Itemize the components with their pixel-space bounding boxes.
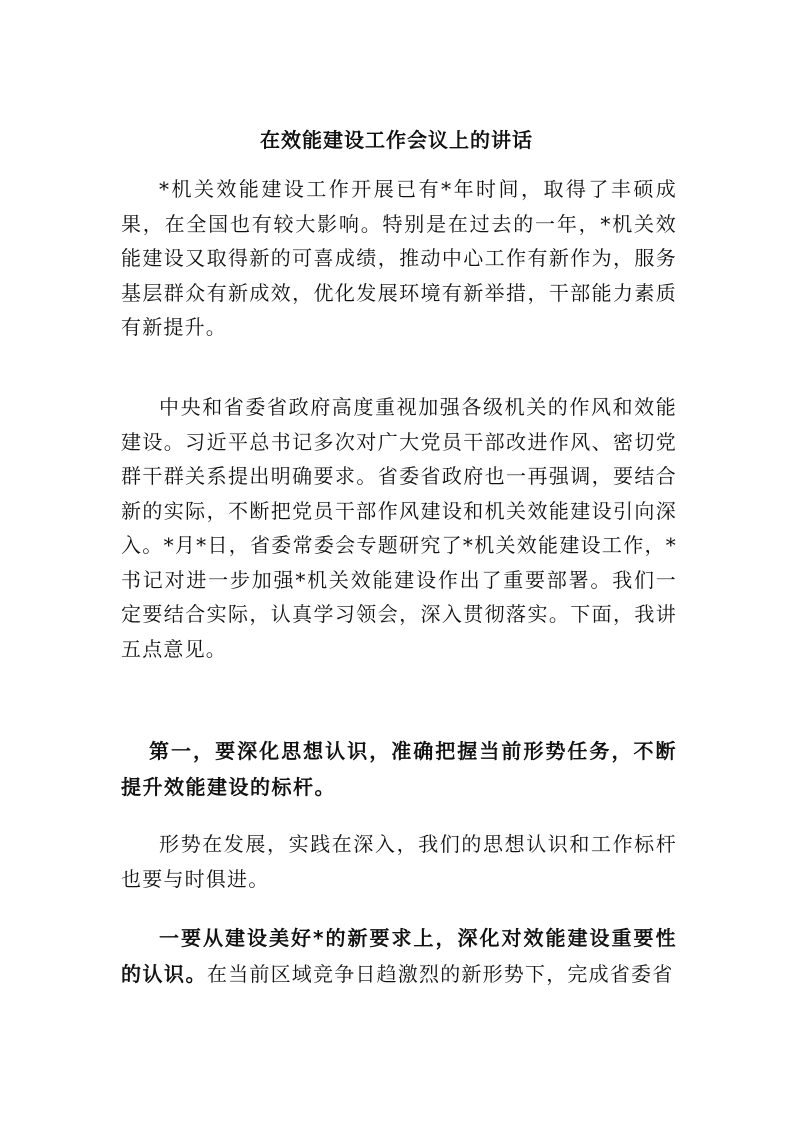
paragraph-intro: *机关效能建设工作开展已有*年时间，取得了丰硕成果，在全国也有较大影响。特别是在过去的一年，*机关效能建设又取得新的可喜成绩，推动中心工作有新作为，服务基层群众有新成效，优化发展环境有新举措，干部能力素质有新提升。 xyxy=(121,177,677,339)
paragraph-situation: 形势在发展，实践在深入，我们的思想认识和工作标杆也要与时俱进。 xyxy=(121,832,677,891)
paragraph-point-one xyxy=(121,920,677,992)
document-title: 在效能建设工作会议上的讲话 xyxy=(260,128,533,152)
paragraph-background: 中央和省委省政府高度重视加强各级机关的作风和效能建设。习近平总书记多次对广大党员干部改进作风、密切党群干群关系提出明确要求。省委省政府也一再强调，要结合新的实际，不断把党员干部作风建设和机关效能建设引向深入。*月*日，省委常委会专题研究了*机关效能建设工作，*书记对进一步加强*机关效能建设作出了重要部署。我们一定要结合实际，认真学习领会，深入贯彻落实。下面，我讲五点意见。 xyxy=(121,395,677,661)
point-one-body: 在当前区域竞争日趋激烈的新形势下，完成省委省 xyxy=(207,962,674,986)
point-one-lead: 一要从建设美好*的新要求上，深化对效能建设重要性的认识。 xyxy=(121,926,677,986)
section-heading-first: 第一，要深化思想认识，准确把握当前形势任务，不断提升效能建设的标杆。 xyxy=(121,739,677,799)
